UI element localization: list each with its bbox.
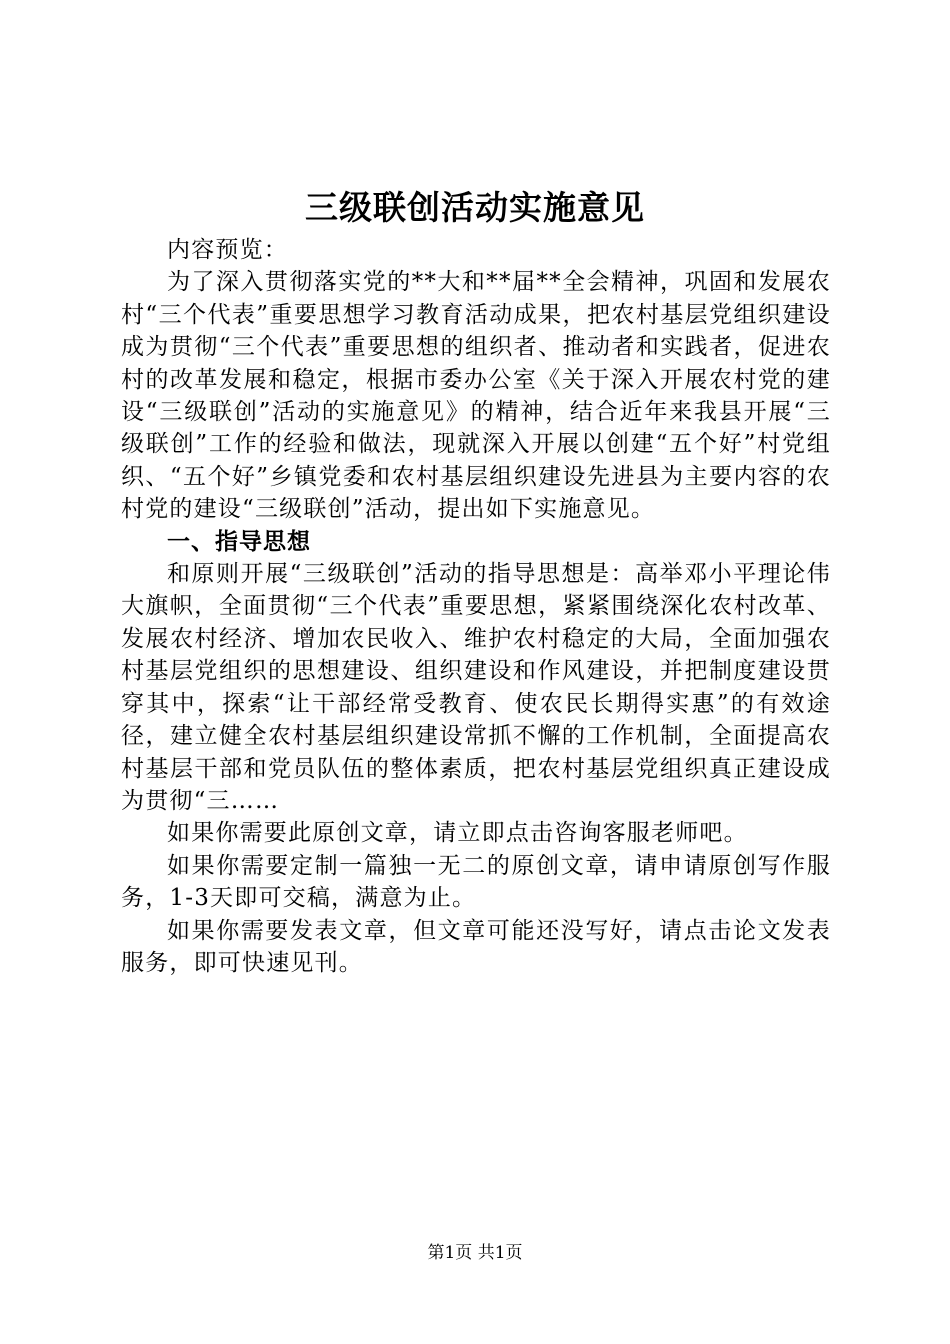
intro-paragraph: 为了深入贯彻落实党的**大和**届**全会精神，巩固和发展农村“三个代表”重要思想学习教育活动成果，把农村基层党组织建设成为贯彻“三个代表”重要思想的组织者、推动者和实践者，促进农村的改革发展和稳定，根据市委办公室《关于深入开展农村党的建设“三级联创”活动的实施意见》的精神，结合近年来我县开展“三级联创”工作的经验和做法，现就深入开展以创建“五个好”村党组织、“五个好”乡镇党委和农村基层组织建设先进县为主要内容的农村党的建设“三级联创”活动，提出如下实施意见。 <box>121 269 831 523</box>
notice-consult[interactable]: 如果你需要此原创文章，请立即点击咨询客服老师吧。 <box>167 820 748 847</box>
document-title: 三级联创活动实施意见 <box>305 188 645 227</box>
section-heading: 一、指导思想 <box>167 527 311 555</box>
notice-publishing[interactable]: 如果你需要发表文章，但文章可能还没写好，请点击论文发表服务，即可快速见刊。 <box>121 917 831 976</box>
notice-custom-writing[interactable]: 如果你需要定制一篇独一无二的原创文章，请申请原创写作服务，1-3天即可交稿，满意为止。 <box>121 852 831 912</box>
page-footer: 第1页 共1页 <box>427 1243 523 1263</box>
preview-label: 内容预览： <box>167 237 288 263</box>
document-body <box>121 234 831 979</box>
section-paragraph: 和原则开展“三级联创”活动的指导思想是：高举邓小平理论伟大旗帜，全面贯彻“三个代表”重要思想，紧紧围绕深化农村改革、发展农村经济、增加农民收入、维护农村稳定的大局，全面加强农村基层党组织的思想建设、组织建设和作风建设，并把制度建设贯穿其中，探索“让干部经常受教育、使农民长期得实惠”的有效途径，建立健全农村基层组织建设常抓不懈的工作机制，全面提高农村基层干部和党员队伍的整体素质，把农村基层党组织真正建设成为贯彻“三…… <box>121 561 831 814</box>
